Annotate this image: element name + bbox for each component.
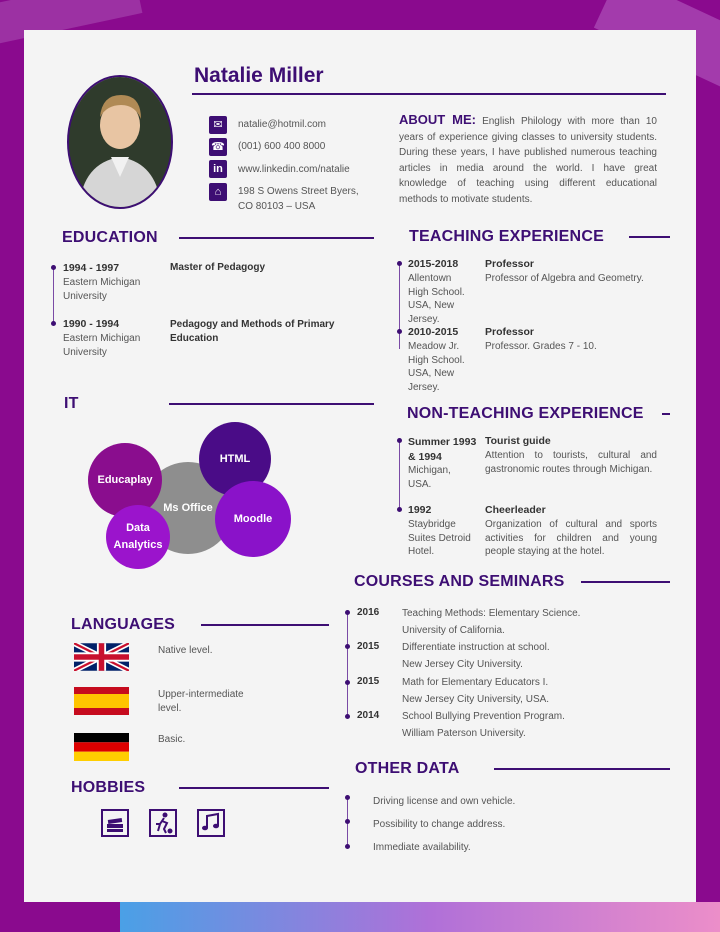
education-degree-1: Master of Pedagogy [170, 262, 266, 273]
course-title-3: Math for Elementary Educators I. [402, 677, 549, 688]
education-years-2: 1990 - 1994 [63, 318, 120, 330]
course-place-4: William Paterson University. [402, 728, 526, 739]
address-line-2: CO 80103 – USA [238, 201, 316, 212]
course-year-1: 2016 [357, 607, 380, 618]
it-heading-line [169, 403, 374, 405]
language-level-1: Native level. [158, 645, 213, 656]
teaching-heading-line [629, 236, 670, 238]
other-item-3: Immediate availability. [373, 842, 471, 853]
other-dot-1 [345, 795, 350, 800]
education-school-1: Eastern Michigan University [63, 277, 141, 302]
courses-dot-3 [345, 680, 350, 685]
teaching-role-1: Professor [485, 258, 535, 270]
course-year-2: 2015 [357, 641, 380, 652]
skill-bubble-moodle: Moodle [215, 481, 291, 557]
skill-bubble-educaplay: Educaplay [88, 443, 162, 517]
teaching-role-2: Professor [485, 326, 535, 338]
about-section [399, 112, 657, 207]
teaching-dot-2 [397, 329, 402, 334]
soccer-icon [149, 809, 177, 837]
course-place-1: University of California. [402, 625, 505, 636]
course-title-4: School Bullying Prevention Program. [402, 711, 565, 722]
courses-dot-2 [345, 644, 350, 649]
nonteaching-place-1: Michigan, USA. [408, 465, 451, 490]
teaching-place-1: Allentown High School. USA, New Jersey. [408, 273, 465, 325]
courses-heading: COURSES AND SEMINARS [354, 573, 565, 590]
about-heading: ABOUT ME: [399, 112, 476, 127]
other-heading: OTHER DATA [355, 760, 460, 777]
profile-photo [67, 75, 173, 209]
education-degree-2: Pedagogy and Methods of Primary Education [170, 319, 335, 344]
resume-page [24, 30, 696, 902]
germany-flag [74, 733, 129, 761]
email-text[interactable]: natalie@hotmil.com [238, 119, 326, 130]
course-title-1: Teaching Methods: Elementary Science. [402, 608, 581, 619]
education-timeline [53, 267, 54, 323]
background-brush-bottom [120, 902, 720, 932]
education-school-2: Eastern Michigan University [63, 333, 141, 358]
books-icon [101, 809, 129, 837]
nonteaching-role-1: Tourist guide [485, 435, 551, 447]
phone-text: (001) 600 400 8000 [238, 141, 326, 152]
phone-icon: ☎ [209, 138, 227, 156]
nonteaching-desc-1: Attention to tourists, cultural and gastronomic routes through Michigan. [485, 450, 657, 475]
teaching-desc-2: Professor. Grades 7 - 10. [485, 341, 597, 352]
nonteaching-years-1: Summer 1993 & 1994 [408, 436, 477, 463]
teaching-years-1: 2015-2018 [408, 258, 459, 270]
education-heading-line [179, 237, 374, 239]
course-year-3: 2015 [357, 676, 380, 687]
courses-dot-1 [345, 610, 350, 615]
nonteaching-role-2: Cheerleader [485, 504, 546, 516]
about-text: English Philology with more than 10 years of experience giving classes to university students. During these years, I have published numerous teaching articles in media around the world. I have great knowledge of teaching using different educational methods to motivate students. [399, 116, 657, 205]
teaching-desc-1: Professor of Algebra and Geometry. [485, 273, 644, 284]
spain-flag [74, 687, 129, 715]
linkedin-text[interactable]: www.linkedin.com/natalie [238, 164, 350, 175]
education-years-1: 1994 - 1997 [63, 262, 120, 274]
uk-flag [74, 643, 129, 671]
hobbies-heading: HOBBIES [71, 779, 146, 796]
skill-bubble-html: HTML [199, 422, 271, 496]
address-line-1: 198 S Owens Street Byers, [238, 186, 359, 197]
other-item-1: Driving license and own vehicle. [373, 796, 516, 807]
course-title-2: Differentiate instruction at school. [402, 642, 550, 653]
courses-timeline [347, 612, 348, 716]
home-icon: ⌂ [209, 183, 227, 201]
nonteaching-heading: NON-TEACHING EXPERIENCE [407, 405, 644, 422]
languages-heading-line [201, 624, 329, 626]
education-dot-2 [51, 321, 56, 326]
education-dot-1 [51, 265, 56, 270]
languages-heading: LANGUAGES [71, 616, 176, 633]
person-silhouette-icon [69, 77, 171, 207]
nonteaching-dot-1 [397, 438, 402, 443]
language-level-3: Basic. [158, 734, 186, 745]
other-dot-3 [345, 844, 350, 849]
course-place-2: New Jersey City University. [402, 659, 523, 670]
skill-bubble-ms-office: Ms Office [142, 462, 234, 554]
linkedin-icon: in [209, 160, 227, 178]
candidate-name: Natalie Miller [194, 64, 324, 87]
nonteaching-years-2: 1992 [408, 504, 432, 516]
teaching-years-2: 2010-2015 [408, 326, 459, 338]
nonteaching-timeline [399, 440, 400, 510]
teaching-timeline [399, 263, 400, 349]
nonteaching-desc-2: Organization of cultural and sports activities for children and young people staying at the hotel. [485, 519, 657, 557]
course-year-4: 2014 [357, 710, 380, 721]
language-level-2: Upper-intermediate level. [158, 689, 244, 714]
courses-heading-line [581, 581, 670, 583]
email-icon: ✉ [209, 116, 227, 134]
other-dot-2 [345, 819, 350, 824]
teaching-dot-1 [397, 261, 402, 266]
other-heading-line [494, 768, 670, 770]
courses-dot-4 [345, 714, 350, 719]
education-heading: EDUCATION [62, 229, 158, 246]
teaching-place-2: Meadow Jr. High School. USA, New Jersey. [408, 341, 465, 393]
name-underline [192, 93, 666, 95]
skill-bubble-data-analytics: Data Analytics [106, 505, 170, 569]
it-heading: IT [64, 395, 79, 412]
teaching-heading: TEACHING EXPERIENCE [409, 228, 604, 245]
music-icon [197, 809, 225, 837]
hobbies-heading-line [179, 787, 329, 789]
nonteaching-dot-2 [397, 507, 402, 512]
other-item-2: Possibility to change address. [373, 819, 506, 830]
nonteaching-place-2: Staybridge Suites Detroid Hotel. [408, 519, 471, 557]
nonteaching-heading-line [662, 413, 670, 415]
course-place-3: New Jersey City University, USA. [402, 694, 550, 705]
